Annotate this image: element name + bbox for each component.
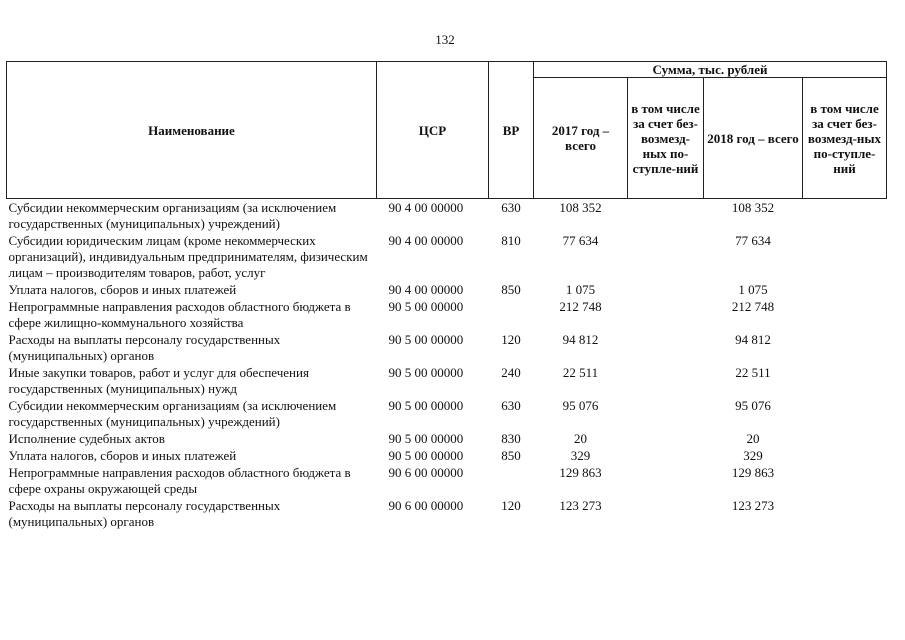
row-2018-total: 212 748 — [731, 299, 775, 314]
row-csr: 90 5 00 00000 — [388, 299, 464, 314]
header-2017-total: 2017 год – всего — [534, 78, 628, 199]
row-2017-incl — [628, 232, 704, 281]
row-2017-incl — [628, 199, 704, 233]
table-body — [7, 199, 887, 531]
row-2017-incl — [628, 497, 704, 530]
row-2017-incl — [628, 397, 704, 430]
row-2018-total: 329 — [743, 448, 763, 463]
row-2017-total: 108 352 — [559, 200, 602, 215]
row-2017-incl — [628, 331, 704, 364]
table-header — [7, 62, 887, 199]
row-csr: 90 5 00 00000 — [388, 448, 464, 463]
table-row — [7, 364, 887, 397]
row-2017-total: 20 — [574, 431, 587, 446]
row-2017-total: 123 273 — [559, 498, 602, 513]
row-2018-incl — [803, 497, 887, 530]
page-number: 132 — [435, 32, 455, 47]
row-name: Расходы на выплаты персоналу государственных (муниципальных) органов — [8, 332, 281, 363]
row-csr: 90 6 00 00000 — [388, 498, 464, 513]
table-row — [7, 464, 887, 497]
header-sum-group: Сумма, тыс. рублей — [534, 62, 887, 78]
row-vr: 120 — [501, 332, 521, 347]
budget-table — [6, 61, 887, 530]
row-name: Непрограммные направления расходов областного бюджета в сфере жилищно-коммунального хозяйства — [8, 299, 351, 330]
row-2018-incl — [803, 464, 887, 497]
row-2017-incl — [628, 464, 704, 497]
table-row — [7, 199, 887, 233]
row-2017-total: 77 634 — [562, 233, 599, 248]
row-csr: 90 6 00 00000 — [388, 465, 464, 480]
row-2018-incl — [803, 298, 887, 331]
row-2017-incl — [628, 447, 704, 464]
row-2018-incl — [803, 397, 887, 430]
row-name: Уплата налогов, сборов и иных платежей — [8, 448, 237, 463]
row-vr: 630 — [501, 398, 521, 413]
row-vr — [489, 298, 534, 331]
row-vr: 630 — [501, 200, 521, 215]
row-name: Иные закупки товаров, работ и услуг для обеспечения государственных (муниципальных) нужд — [8, 365, 309, 396]
row-vr: 830 — [501, 431, 521, 446]
row-2017-total: 1 075 — [565, 282, 596, 297]
row-2018-incl — [803, 364, 887, 397]
row-csr: 90 5 00 00000 — [388, 431, 464, 446]
row-vr: 120 — [501, 498, 521, 513]
row-2018-total: 94 812 — [735, 332, 771, 347]
row-name: Расходы на выплаты персоналу государственных (муниципальных) органов — [8, 498, 281, 529]
row-2017-total: 329 — [570, 448, 591, 463]
table-row — [7, 397, 887, 430]
row-2017-total: 129 863 — [559, 465, 602, 480]
table-row — [7, 430, 887, 447]
row-csr: 90 4 00 00000 — [388, 282, 464, 297]
row-vr: 850 — [501, 282, 521, 297]
row-2018-total: 1 075 — [738, 282, 768, 297]
row-2018-incl — [803, 430, 887, 447]
row-csr: 90 4 00 00000 — [388, 200, 464, 215]
row-2018-total: 129 863 — [731, 465, 775, 480]
row-name: Субсидии некоммерческим организациям (за исключением государственных (муниципальных) учреждений) — [8, 398, 337, 429]
row-name: Исполнение судебных актов — [8, 431, 165, 446]
row-2017-total: 94 812 — [562, 332, 599, 347]
table-row — [7, 281, 887, 298]
row-csr: 90 5 00 00000 — [388, 398, 464, 413]
row-vr: 240 — [501, 365, 521, 380]
row-2018-incl — [803, 331, 887, 364]
header-2018-incl: в том числе за счет без-возмезд-ных по-ступле-ний — [803, 78, 887, 199]
header-vr: ВР — [489, 62, 534, 199]
row-2017-incl — [628, 430, 704, 447]
row-2017-incl — [628, 364, 704, 397]
header-2018-total: 2018 год – всего — [704, 78, 803, 199]
row-vr — [489, 464, 534, 497]
header-csr: ЦСР — [377, 62, 489, 199]
header-name: Наименование — [7, 62, 377, 199]
row-vr: 850 — [501, 448, 521, 463]
budget-table-container — [6, 61, 886, 530]
row-2018-total: 123 273 — [731, 498, 775, 513]
row-2018-total: 20 — [746, 431, 760, 446]
row-name: Субсидии юридическим лицам (кроме некоммерческих организаций), индивидуальным предпринимателям, физическим лицам – производителям товаров, работ, услуг — [8, 233, 368, 280]
row-name: Субсидии некоммерческим организациям (за исключением государственных (муниципальных) учреждений) — [8, 200, 337, 231]
row-2018-total: 108 352 — [731, 200, 775, 215]
row-2018-total: 77 634 — [735, 233, 771, 248]
row-2018-total: 95 076 — [735, 398, 771, 413]
row-2017-total: 212 748 — [559, 299, 602, 314]
row-2017-total: 95 076 — [562, 398, 599, 413]
table-row — [7, 331, 887, 364]
row-2017-total: 22 511 — [562, 365, 599, 380]
row-csr: 90 4 00 00000 — [388, 233, 464, 248]
row-name: Уплата налогов, сборов и иных платежей — [8, 282, 237, 297]
header-2017-incl: в том числе за счет без-возмезд-ных по-ступле-ний — [628, 78, 704, 199]
table-row — [7, 447, 887, 464]
row-2017-incl — [628, 298, 704, 331]
table-row — [7, 232, 887, 281]
table-row — [7, 298, 887, 331]
row-2017-incl — [628, 281, 704, 298]
row-2018-total: 22 511 — [735, 365, 771, 380]
row-vr: 810 — [501, 233, 521, 248]
row-2018-incl — [803, 232, 887, 281]
row-2018-incl — [803, 199, 887, 233]
row-2018-incl — [803, 447, 887, 464]
row-csr: 90 5 00 00000 — [388, 332, 464, 347]
table-row — [7, 497, 887, 530]
row-2018-incl — [803, 281, 887, 298]
row-name: Непрограммные направления расходов областного бюджета в сфере охраны окружающей среды — [8, 465, 351, 496]
row-csr: 90 5 00 00000 — [388, 365, 464, 380]
